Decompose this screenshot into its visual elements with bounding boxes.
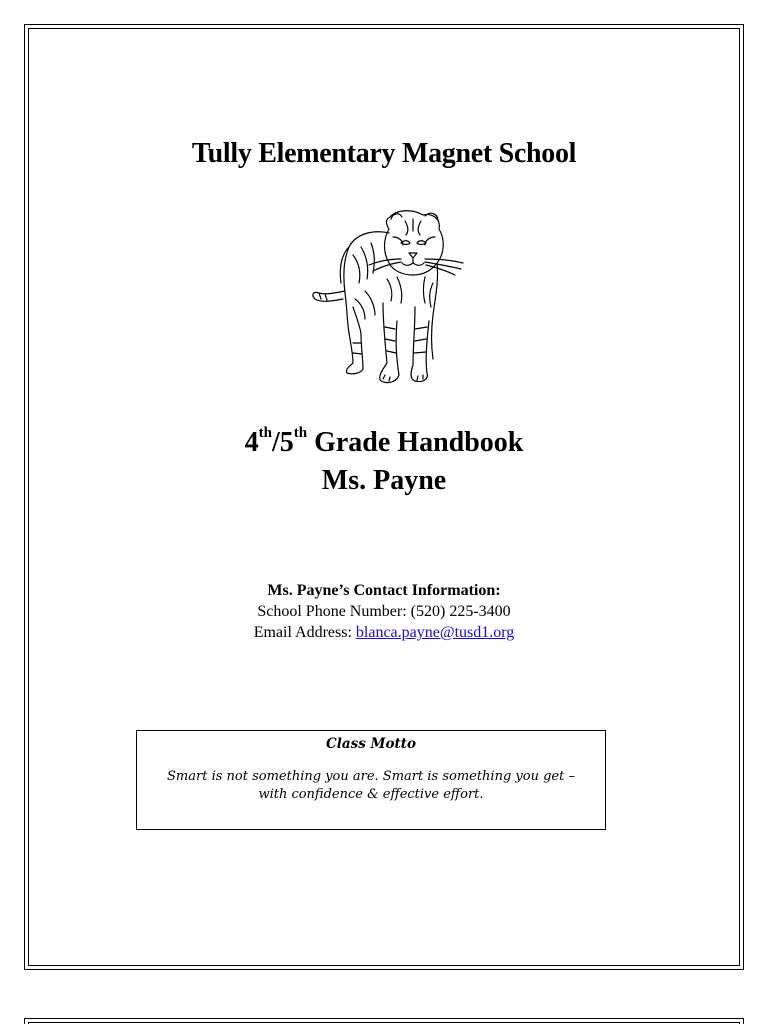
grade-5: 5 (279, 427, 294, 458)
class-motto-box (136, 730, 606, 830)
grade-4: 4 (244, 427, 259, 458)
motto-text: Smart is not something you are. Smart is something you get – with confidence & effective effort. (167, 769, 575, 802)
next-page-border (24, 1018, 744, 1024)
grade-5-suffix: th (293, 424, 308, 441)
phone-line: School Phone Number: (520) 225-3400 (257, 603, 511, 620)
grade-4-suffix: th (258, 424, 272, 441)
tiger-illustration (305, 203, 475, 393)
school-title: Tully Elementary Magnet School (191, 138, 577, 169)
motto-title: Class Motto (326, 736, 416, 752)
teacher-name: Ms. Payne (321, 465, 447, 496)
email-link[interactable]: blanca.payne@tusd1.org (355, 624, 515, 641)
contact-heading: Ms. Payne’s Contact Information: (267, 582, 501, 599)
handbook-title (0, 424, 768, 500)
handbook-grade-line (0, 424, 768, 462)
contact-info (0, 580, 768, 643)
grade-separator: / (271, 427, 280, 458)
handbook-title-text: Grade Handbook (307, 427, 524, 458)
email-label: Email Address: (253, 624, 356, 641)
email-line (0, 622, 768, 643)
